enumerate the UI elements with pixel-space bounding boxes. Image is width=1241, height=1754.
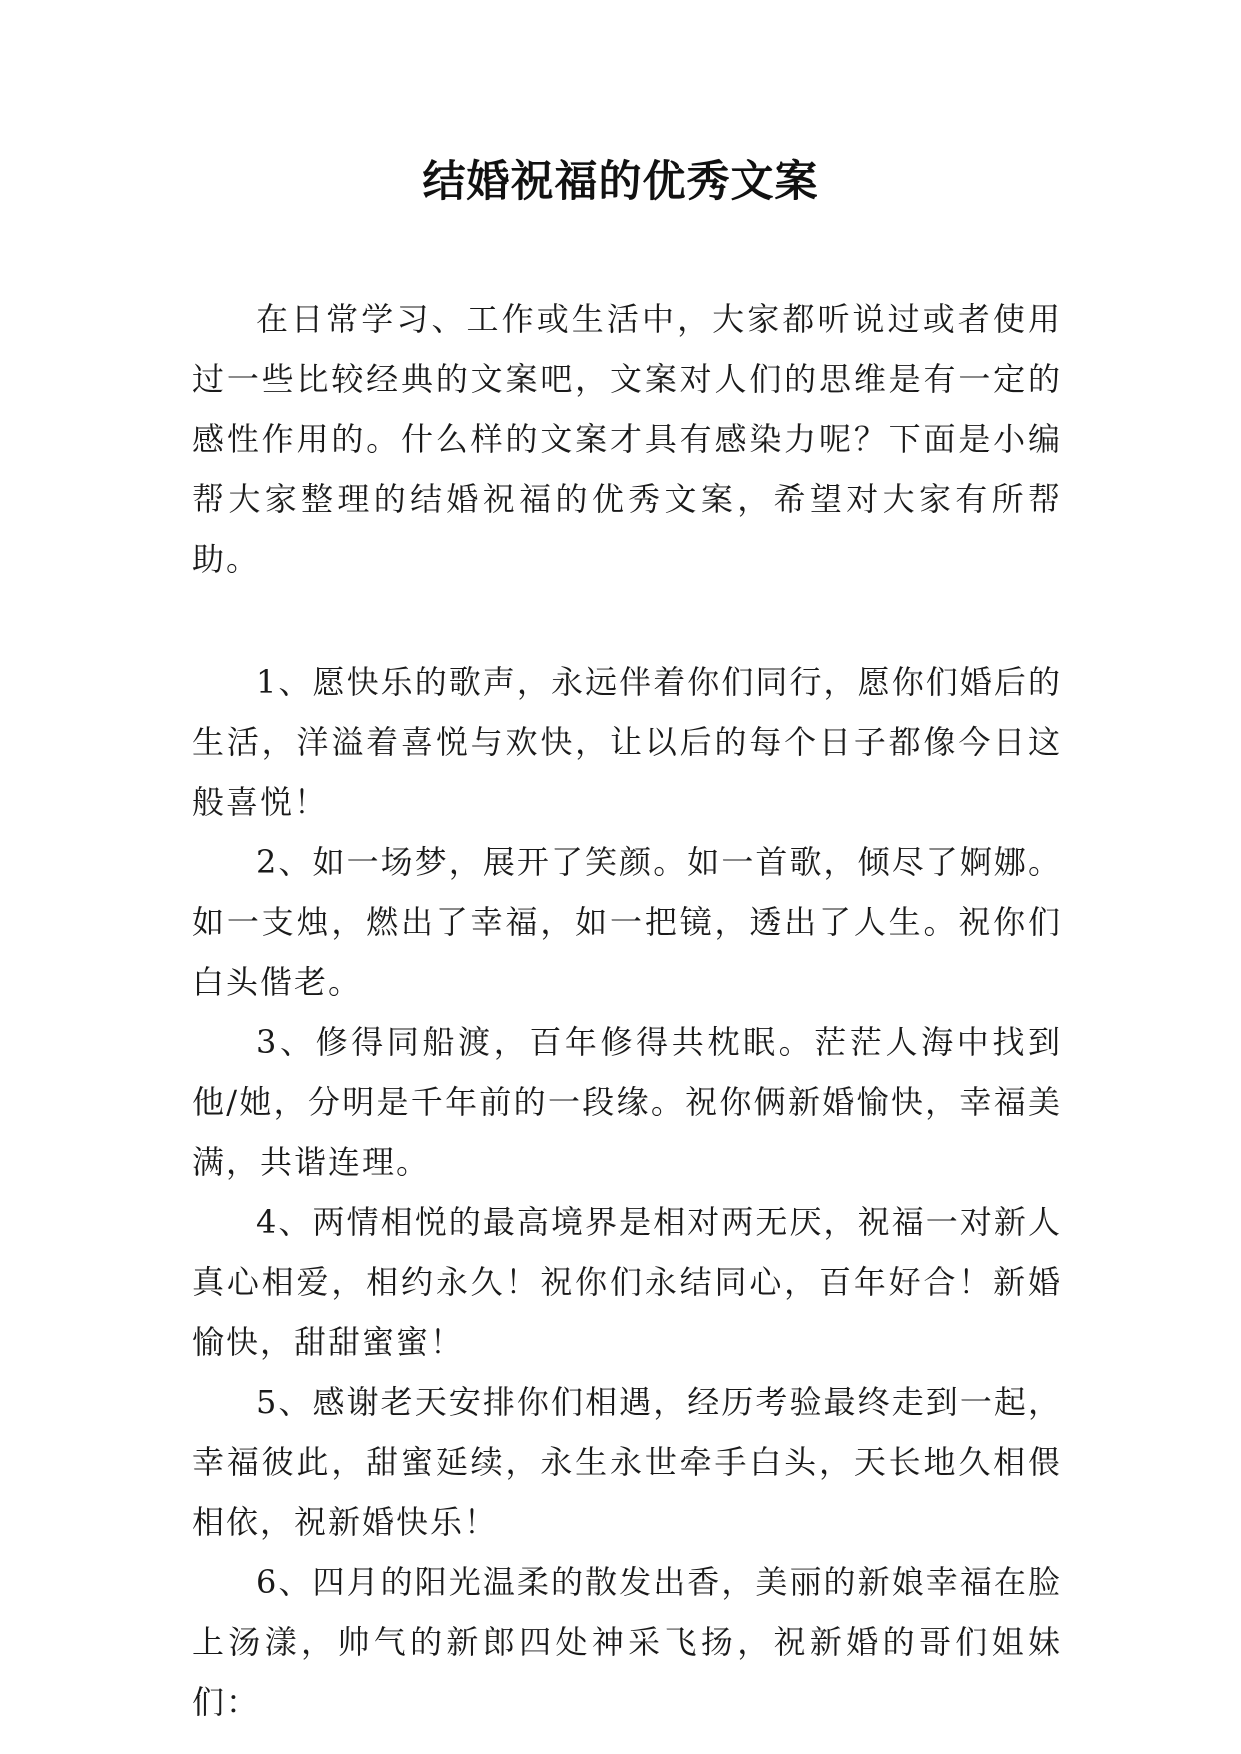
document-title: 结婚祝福的优秀文案 [422,157,819,207]
blessing-item-5: 5、感谢老天安排你们相遇，经历考验最终走到一起，幸福彼此，甜蜜延续，永生永世牵手白头，天长地久相偎相依，祝新婚快乐！ [192,1383,1062,1541]
blessing-item-1: 1、愿快乐的歌声，永远伴着你们同行，愿你们婚后的生活，洋溢着喜悦与欢快，让以后的每个日子都像今日这般喜悦！ [192,663,1062,821]
blessing-item-4: 4、两情相悦的最高境界是相对两无厌，祝福一对新人真心相爱，相约永久！祝你们永结同心，百年好合！新婚愉快，甜甜蜜蜜！ [192,1203,1062,1361]
document-body [192,289,1062,1732]
blessing-item-2: 2、如一场梦，展开了笑颜。如一首歌，倾尽了婀娜。如一支烛，燃出了幸福，如一把镜，透出了人生。祝你们白头偕老。 [192,843,1062,1001]
blessing-item-3: 3、修得同船渡，百年修得共枕眠。茫茫人海中找到他/她，分明是千年前的一段缘。祝你俩新婚愉快，幸福美满，共谐连理。 [192,1023,1062,1181]
intro-paragraph: 在日常学习、工作或生活中，大家都听说过或者使用过一些比较经典的文案吧，文案对人们的思维是有一定的感性作用的。什么样的文案才具有感染力呢？下面是小编帮大家整理的结婚祝福的优秀文案，希望对大家有所帮助。 [192,300,1062,578]
blessing-item-6: 6、四月的阳光温柔的散发出香，美丽的新娘幸福在脸上汤漾，帅气的新郎四处神采飞扬，祝新婚的哥们姐妹们： [192,1563,1062,1721]
